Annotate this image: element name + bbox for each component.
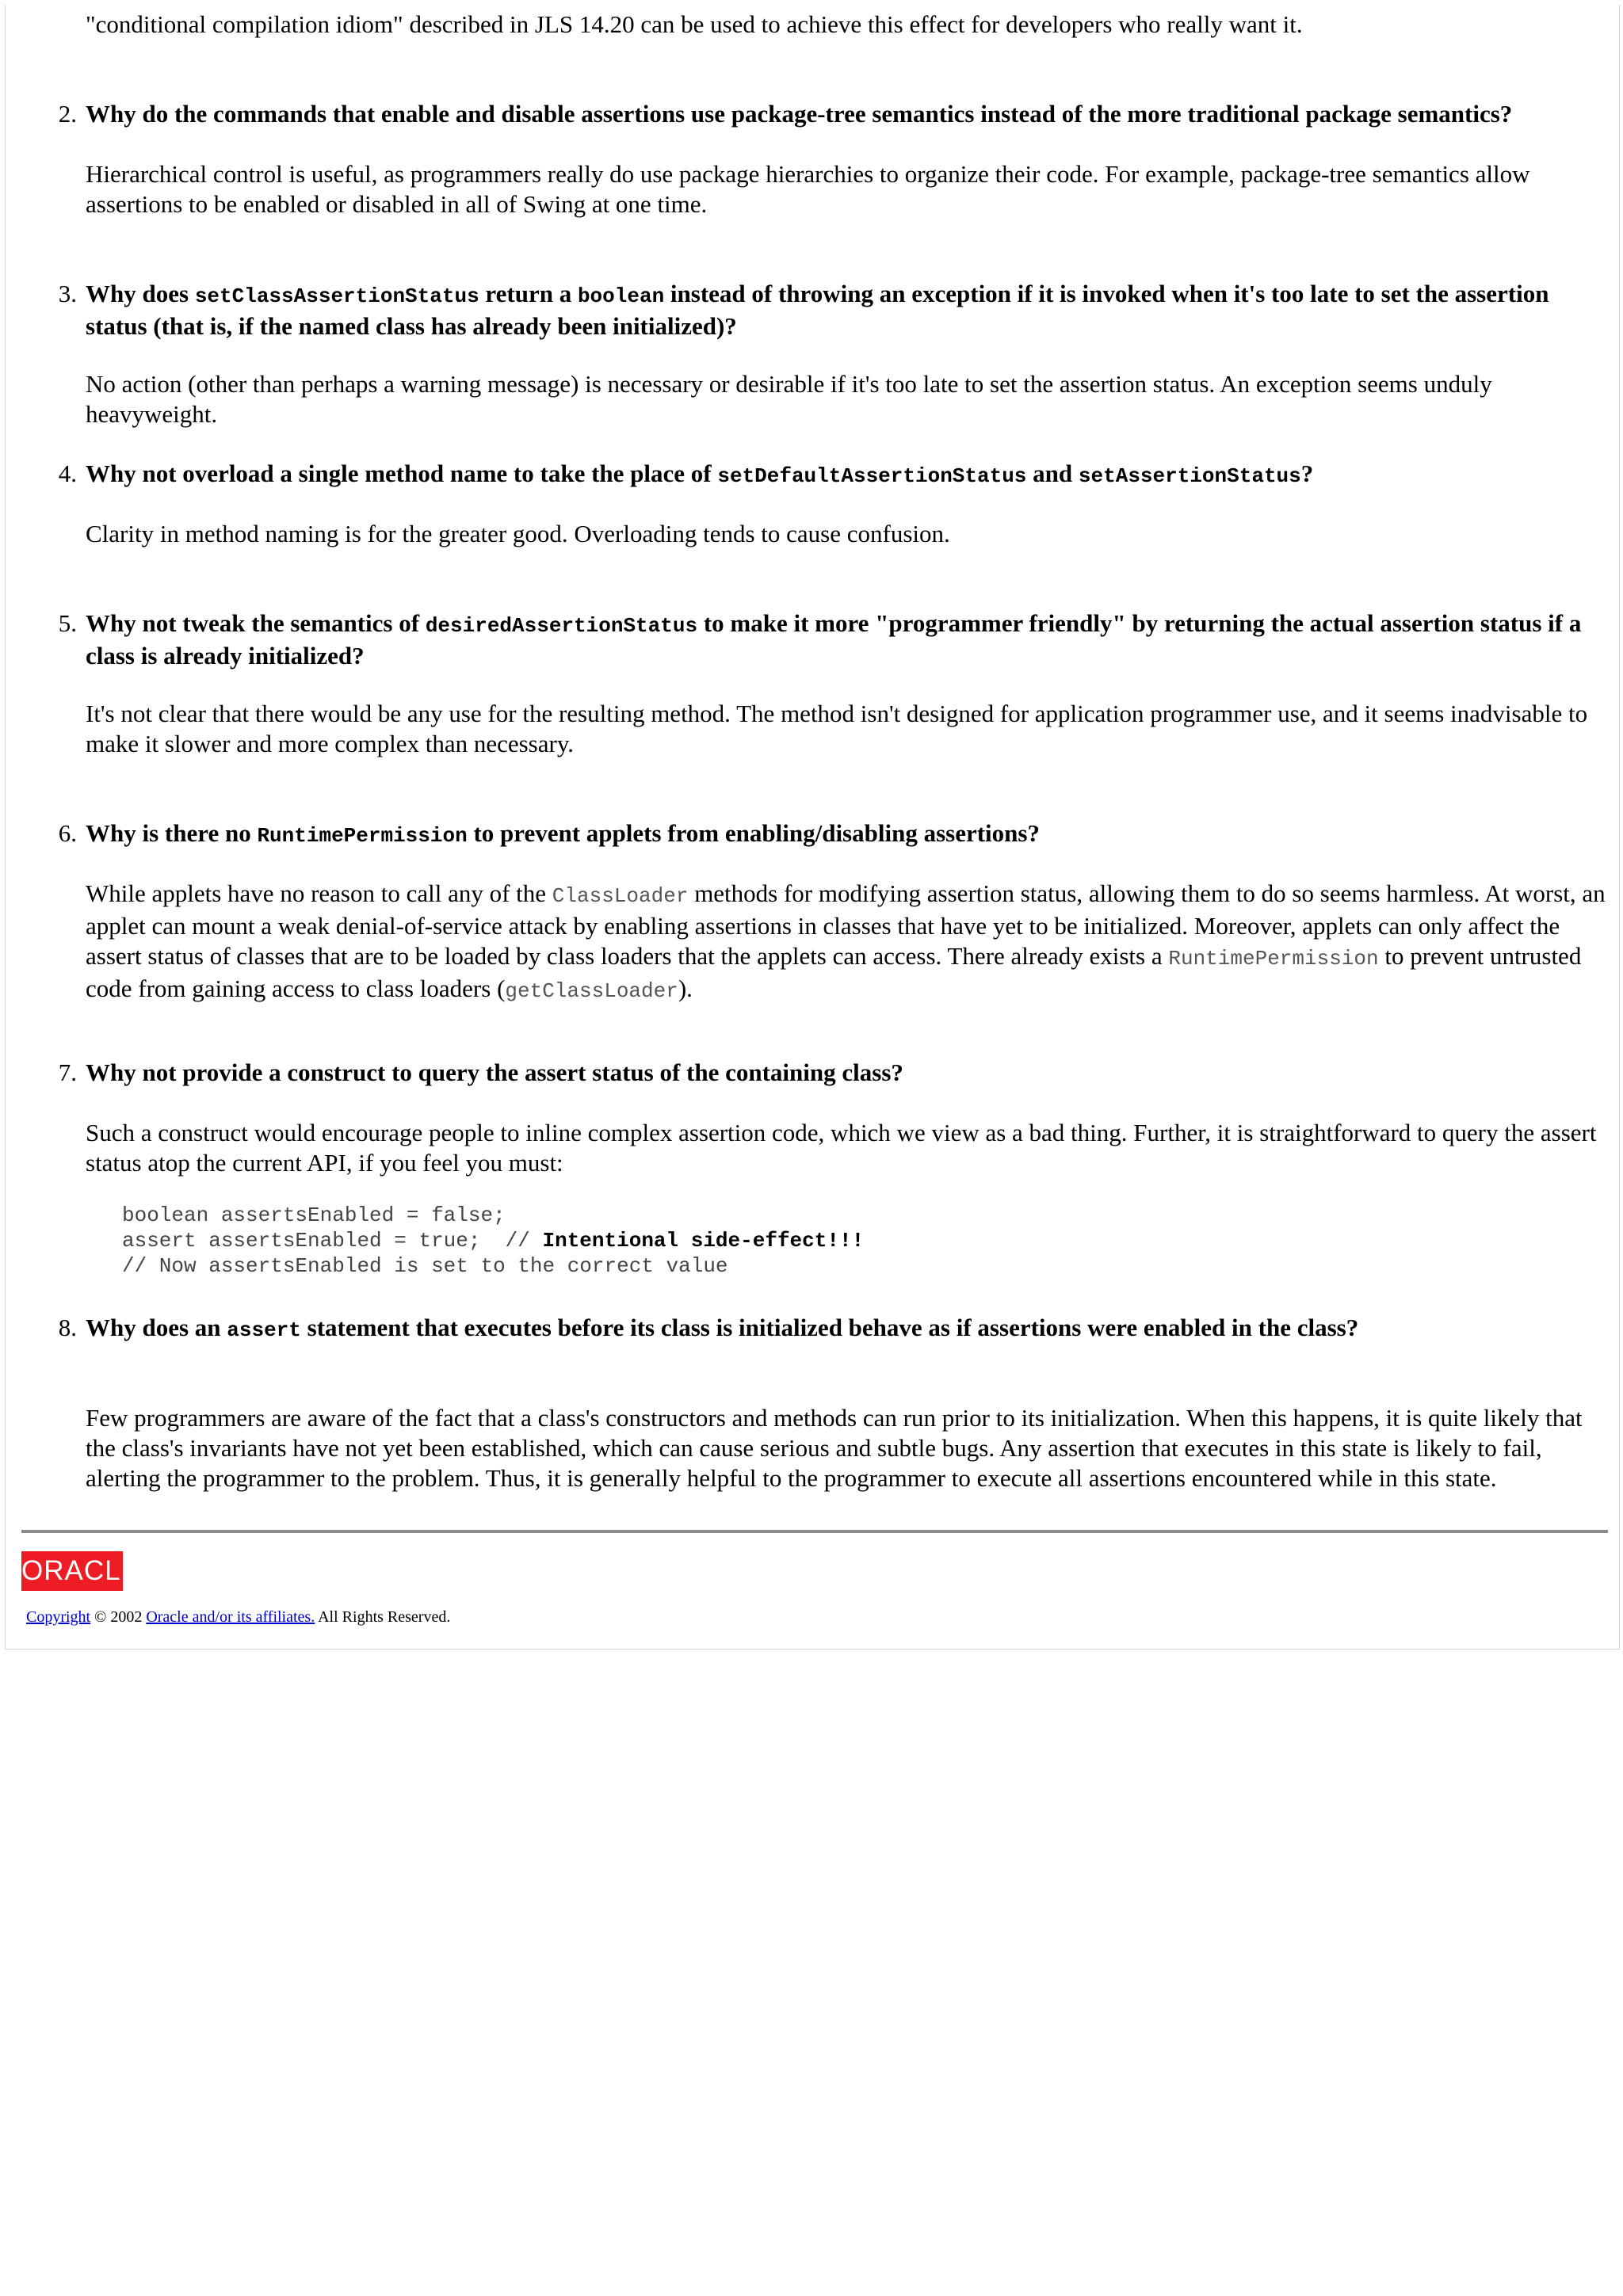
code-getClassLoader: getClassLoader <box>505 979 678 1003</box>
faq-answer: Few programmers are aware of the fact that a class's constructors and methods can run prior to its initialization. When this happens, it is quite likely that the class's invariants have not yet been established, which can cause serious and subtle bugs. Any assertion that executes in this state is likely to fail, alerting the programmer to the problem. Thus, it is generally helpful to the programmer to execute all assertions encountered while in this state. <box>86 1404 1583 1492</box>
code-ClassLoader: ClassLoader <box>552 884 689 908</box>
faq-question: Why not provide a construct to query the assert status of the containing class? <box>86 1058 903 1086</box>
faq-question: Why not tweak the semantics of desiredAssertionStatus to make it more "programmer friendly" by returning the actual assertion status if a class is already initialized? <box>86 609 1582 669</box>
code-setAssertionStatus: setAssertionStatus <box>1078 464 1301 488</box>
document-page <box>5 5 1620 1650</box>
faq-number: 2. <box>58 100 77 128</box>
affiliates-link[interactable]: Oracle and/or its affiliates. <box>146 1608 315 1626</box>
faq-question: Why not overload a single method name to take the place of setDefaultAssertionStatus and setAssertionStatus? <box>86 460 1314 488</box>
code-block: boolean assertsEnabled = false; assert assertsEnabled = true; // Intentional side-effect!!! // Now assertsEnabled is set to the correct value <box>122 1203 865 1278</box>
faq-question: Why does an assert statement that executes before its class is initialized behave as if assertions were enabled in the class? <box>86 1314 1359 1342</box>
faq-number: 5. <box>58 609 77 637</box>
faq-answer: It's not clear that there would be any use for the resulting method. The method isn't designed for application programmer use, and it seems inadvisable to make it slower and more complex than necessary. <box>86 700 1588 757</box>
faq-question: Why do the commands that enable and disable assertions use package-tree semantics instead of the more traditional package semantics? <box>86 100 1513 128</box>
intro-tail-text: "conditional compilation idiom" described in JLS 14.20 can be used to achieve this effect for developers who really want it. <box>86 10 1303 38</box>
faq-number: 7. <box>58 1058 77 1086</box>
faq-number: 8. <box>58 1314 77 1341</box>
faq-answer: While applets have no reason to call any of the ClassLoader methods for modifying assertion status, allowing them to do so seems harmless. At worst, an applet can mount a weak denial-of-service attack by enabling assertions in classes that have yet to be initialized. Moreover, applets can only affect the assert status of classes that are to be loaded by class loaders that the applets can access. There already exists a RuntimePermission to prevent untrusted code from gaining access to class loaders (getClassLoader). <box>86 879 1606 1003</box>
faq-answer: Clarity in method naming is for the greater good. Overloading tends to cause confusion. <box>86 520 950 547</box>
faq-question: Why is there no RuntimePermission to prevent applets from enabling/disabling assertions? <box>86 819 1040 848</box>
faq-number: 3. <box>58 280 77 307</box>
code-desiredAssertionStatus: desiredAssertionStatus <box>425 614 698 638</box>
code-RuntimePermission: RuntimePermission <box>1168 947 1379 971</box>
faq-number: 4. <box>58 460 77 487</box>
faq-answer: No action (other than perhaps a warning message) is necessary or desirable if it's too late to set the assertion status. An exception seems unduly heavyweight. <box>86 370 1492 428</box>
copyright-line: Copyright © 2002 Oracle and/or its affiliates. All Rights Reserved. <box>26 1608 451 1626</box>
code-setClassAssertionStatus: setClassAssertionStatus <box>194 284 479 308</box>
faq-answer: Such a construct would encourage people to inline complex assertion code, which we view as a bad thing. Further, it is straightforward to query the assert status atop the current API, if you feel you must: <box>86 1119 1597 1177</box>
footer-divider <box>21 1530 1608 1533</box>
code-RuntimePermission: RuntimePermission <box>257 824 468 848</box>
faq-question: Why does setClassAssertionStatus return a boolean instead of throwing an exception if it is invoked when it's too late to set the assertion status (that is, if the named class has already been initialized)? <box>86 280 1549 340</box>
code-assert: assert <box>227 1318 301 1342</box>
faq-number: 6. <box>58 819 77 847</box>
code-setDefaultAssertionStatus: setDefaultAssertionStatus <box>717 464 1027 488</box>
copyright-link[interactable]: Copyright <box>26 1608 91 1626</box>
oracle-logo: ORACLE <box>21 1551 123 1591</box>
code-boolean: boolean <box>577 284 665 308</box>
faq-answer: Hierarchical control is useful, as programmers really do use package hierarchies to organize their code. For example, package-tree semantics allow assertions to be enabled or disabled in all of Swing at one time. <box>86 160 1530 218</box>
